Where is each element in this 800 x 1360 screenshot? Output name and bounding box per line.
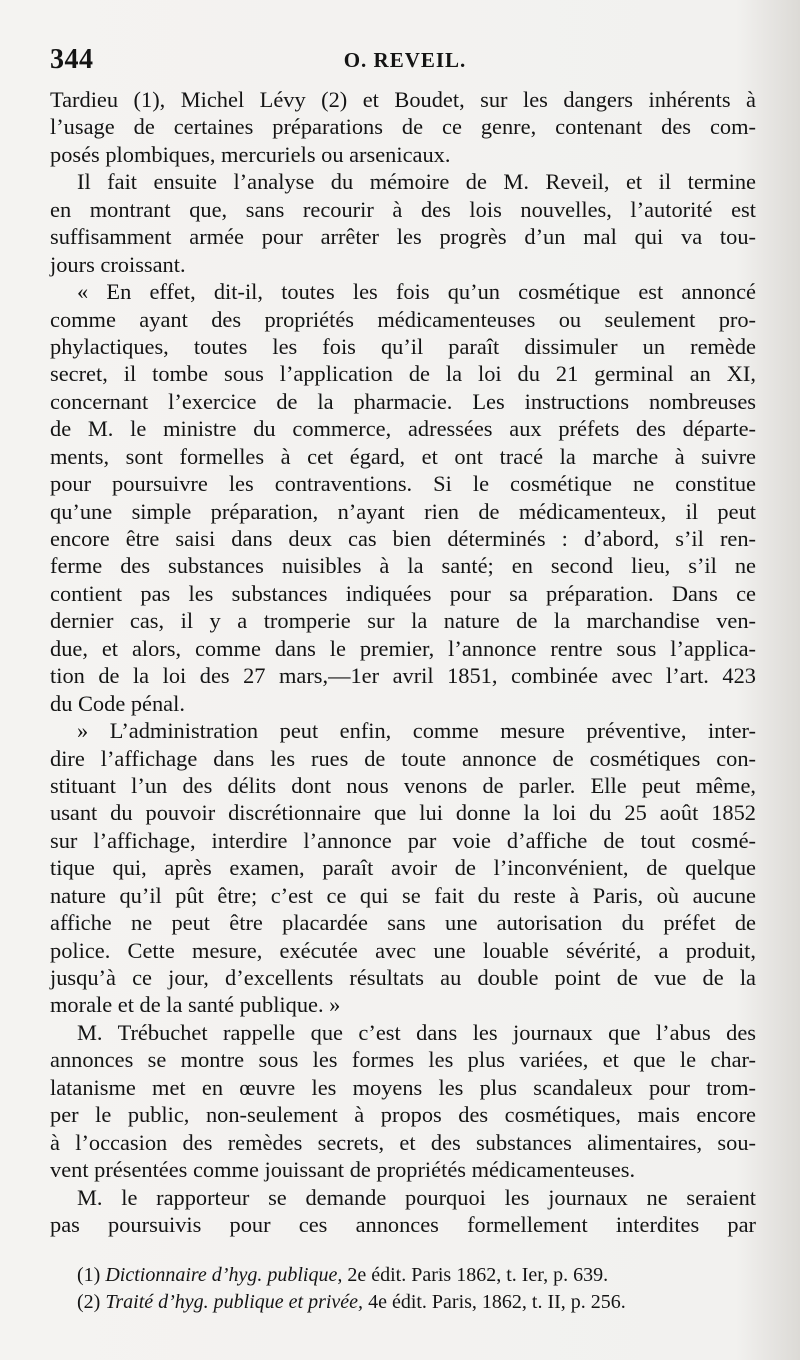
text-line: M. Trébuchet rappelle que c’est dans les journaux que l’abus des [77, 1019, 756, 1045]
text-line: police. Cette mesure, exécutée avec une louable sévérité, a produit, [50, 937, 756, 963]
text-line: l’usage de certaines préparations de ce genre, contenant des com- [50, 114, 756, 140]
running-head: O. REVEIL. [343, 48, 467, 72]
text-line: stituant l’un des délits dont nous venons de parler. Elle peut même, [50, 772, 756, 798]
text-line: comme ayant des propriétés médicamenteuses ou seulement pro- [50, 306, 756, 332]
text-line: suffisamment armée pour arrêter les progrès d’un mal qui va tou- [50, 224, 756, 250]
text-line: usant du pouvoir discrétionnaire que lui donne la loi du 25 août 1852 [50, 800, 756, 826]
text-line: de M. le ministre du commerce, adressées aux préfets des départe- [50, 416, 756, 442]
text-line: » L’administration peut enfin, comme mesure préventive, inter- [77, 718, 756, 744]
text-line: latanisme met en œuvre les moyens les plus scandaleux pour trom- [50, 1074, 756, 1100]
text-line: concernant l’exercice de la pharmacie. Les instructions nombreuses [50, 388, 756, 414]
text-line: en montrant que, sans recourir à des lois nouvelles, l’autorité est [50, 196, 756, 222]
text-line: à l’occasion des remèdes secrets, et des substances alimentaires, sou- [50, 1129, 756, 1155]
text-line: pour poursuivre les contraventions. Si le cosmétique ne constitue [50, 471, 756, 497]
footnote-marker: (1) [77, 1264, 101, 1286]
footnote-reference: 4e édit. Paris, 1862, t. II, p. 256. [363, 1291, 626, 1313]
text-line: qu’une simple préparation, n’ayant rien de médicamenteux, il peut [50, 498, 756, 524]
text-line: phylactiques, toutes les fois qu’il paraît dissimuler un remède [50, 333, 756, 359]
text-line: tique qui, après examen, paraît avoir de l’inconvénient, de quelque [50, 855, 756, 881]
text-line: M. le rapporteur se demande pourquoi les journaux ne seraient [77, 1184, 756, 1210]
text-line: sur l’affichage, interdire l’annonce par voie d’affiche de tout cosmé- [50, 827, 756, 853]
text-line: posés plombiques, mercuriels ou arsenicaux. [50, 141, 451, 167]
text-line: « En effet, dit-il, toutes les fois qu’un cosmétique est annoncé [77, 279, 756, 305]
text-line: ments, sont formelles à cet égard, et ont tracé la marche à suivre [50, 443, 756, 469]
footnote-title: Traité d’hyg. publique et privée, [105, 1291, 364, 1313]
text-line: nature qu’il pût être; c’est ce qui se fait du reste à Paris, où aucune [50, 882, 756, 908]
text-line: due, et alors, comme dans le premier, l’annonce rentre sous l’applica- [50, 635, 756, 661]
text-line: secret, il tombe sous l’application de la loi du 21 germinal an XI, [50, 361, 756, 387]
page-number: 344 [50, 44, 94, 75]
text-line: jusqu’à ce jour, d’excellents résultats au double point de vue de la [50, 965, 756, 990]
text-line: dire l’affichage dans les rues de toute annonce de cosmétiques con- [50, 745, 756, 771]
text-line: encore être saisi dans deux cas bien déterminés : d’abord, s’il ren- [50, 526, 756, 551]
footnote-reference: 2e édit. Paris 1862, t. Ier, p. 639. [342, 1264, 609, 1286]
text-line: affiche ne peut être placardée sans une autorisation du préfet de [50, 910, 756, 936]
text-line: annonces se montre sous les formes les plus variées, et que le char- [50, 1047, 756, 1073]
text-line: morale et de la santé publique. » [50, 992, 341, 1018]
footnotes [50, 1262, 756, 1316]
text-line: per le public, non-seulement à propos des cosmétiques, mais encore [50, 1102, 756, 1128]
footnote [50, 1289, 756, 1316]
text-line: contient pas les substances indiquées pour sa préparation. Dans ce [50, 580, 756, 606]
text-line: Il fait ensuite l’analyse du mémoire de M. Reveil, et il termine [77, 169, 756, 195]
text-line: jours croissant. [50, 251, 186, 277]
text-line: du Code pénal. [50, 690, 185, 716]
footnote-title: Dictionnaire d’hyg. publique, [105, 1264, 343, 1286]
page-header [50, 42, 760, 78]
text-line: pas poursuivis pour ces annonces formellement interdites par [50, 1211, 756, 1237]
text-line: tion de la loi des 27 mars,—1er avril 1851, combinée avec l’art. 423 [50, 663, 756, 689]
footnote [50, 1262, 756, 1289]
footnote-marker: (2) [77, 1291, 101, 1313]
body-text [50, 86, 756, 1238]
text-line: Tardieu (1), Michel Lévy (2) et Boudet, sur les dangers inhérents à [50, 87, 756, 112]
text-line: ferme des substances nuisibles à la santé; en second lieu, s’il ne [50, 553, 756, 579]
text-line: dernier cas, il y a tromperie sur la nature de la marchandise ven- [50, 608, 756, 634]
text-line: vent présentées comme jouissant de propriétés médicamenteuses. [50, 1157, 636, 1183]
